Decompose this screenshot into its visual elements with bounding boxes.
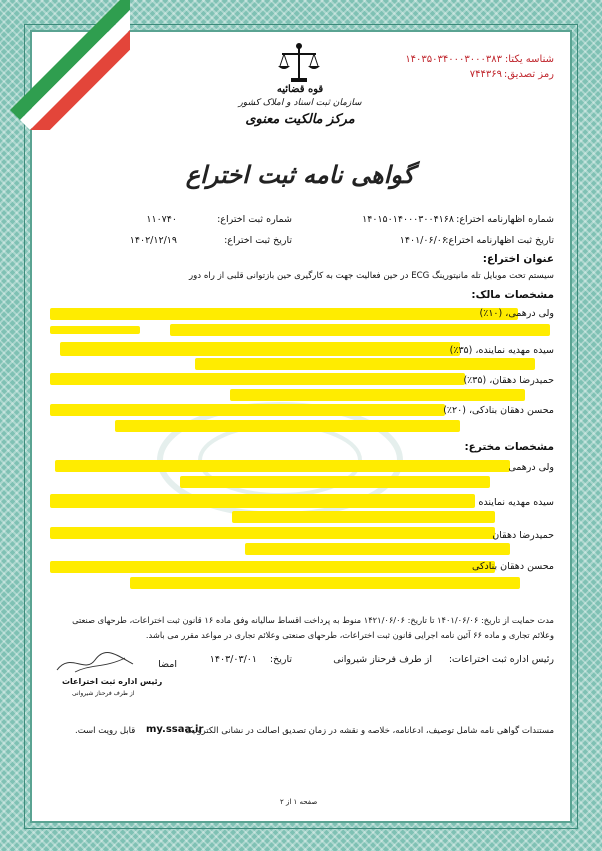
footer-note-1: مستندات گواهی نامه شامل توصیف، ادعانامه، خلاصه و نقشه در زمان تصدیق اصالت در نشانی الکترونیک	[184, 726, 554, 736]
footer-note-2: قابل رویت است.	[75, 726, 136, 736]
sign-date: ۱۴۰۳/۰۳/۰۱	[209, 654, 257, 665]
org-ip-center: مرکز مالکیت معنوی	[245, 112, 355, 127]
verify-code-label: رمز تصدیق:	[503, 69, 554, 80]
inventor-item: حمیدرضا دهقان	[492, 530, 554, 541]
owner-item: سیده مهدیه نماینده، (۳۵٪)	[449, 345, 554, 356]
owner-item: حمیدرضا دهقان، (۳۵٪)	[463, 375, 554, 386]
owner-item: محسن دهقان بنادکی، (۲۰٪)	[443, 405, 554, 416]
declaration-number: ۱۴۰۱۵۰۱۴۰۰۰۳۰۰۴۱۶۸	[362, 214, 454, 225]
head-name: از طرف فرحناز شیروانی	[333, 654, 432, 665]
owners-label: مشخصات مالک:	[471, 289, 554, 301]
registration-date: ۱۴۰۲/۱۲/۱۹	[129, 235, 177, 246]
inventors-label: مشخصات مخترع:	[464, 441, 554, 453]
judiciary-emblem	[274, 42, 324, 84]
registration-number-label: شماره ثبت اختراع:	[217, 214, 292, 225]
inventor-item: ولی درهمی	[508, 462, 554, 473]
invention-title-label: عنوان اختراع:	[482, 253, 554, 265]
stamp-title: رئیس اداره ثبت اختراعات	[62, 677, 163, 686]
iran-flag-ribbon	[0, 0, 130, 130]
org-judiciary: قوه قضائیه	[276, 84, 324, 95]
certificate-title: گواهی نامه ثبت اختراع	[185, 160, 415, 189]
national-id-value: ۱۴۰۳۵۰۳۴۰۰۰۳۰۰۰۳۸۳	[405, 54, 502, 65]
declaration-number-label: شماره اظهارنامه اختراع:	[456, 214, 554, 225]
head-label: رئیس اداره ثبت اختراعات:	[448, 654, 554, 665]
protection-line-2: وعلائم تجاری و ماده ۶۶ آئین نامه اجرایی قانون ثبت اختراعات، طرحهای صنعتی وعلائم تجاری در مواعد مقرر می باشد.	[145, 630, 554, 640]
sign-date-label: تاریخ:	[269, 654, 292, 665]
invention-title: سیستم تحت موبایل تله مانیتورینگ ECG در حین فعالیت جهت به کارگیری حین بازتوانی قلبی از راه دور	[188, 271, 554, 281]
registration-number: ۱۱۰۷۴۰	[146, 214, 177, 225]
sign-label: امضا	[158, 659, 177, 670]
declaration-date-label: تاریخ ثبت اظهارنامه اختراع:	[445, 235, 554, 246]
national-id-label: شناسه یکتا:	[504, 54, 554, 65]
org-registry: سازمان ثبت اسناد و املاک کشور	[238, 98, 362, 108]
handwritten-signature	[55, 650, 135, 676]
owner-item: ولی درهمی، (۱۰٪)	[479, 308, 554, 319]
verify-code-value: ۷۴۴۳۶۹	[469, 69, 502, 80]
stamp-subtitle: از طرف فرحناز شیروانی	[72, 690, 135, 697]
page-number: صفحه ۱ از ۲	[280, 798, 318, 806]
inventor-item: محسن دهقان بنادکی	[472, 561, 554, 572]
protection-line-1: مدت حمایت از تاریخ: ۱۴۰۱/۰۶/۰۶ تا تاریخ: ۱۴۲۱/۰۶/۰۶ منوط به پرداخت اقساط سالیانه وفق ماده ۱۶ قانون ثبت اختراعات، طرحهای صنعتی	[72, 615, 554, 625]
inventor-item: سیده مهدیه نماینده	[478, 497, 554, 508]
verification-site-link[interactable]: my.ssaa.ir	[146, 724, 204, 735]
declaration-date: ۱۴۰۱/۰۶/۰۶	[399, 235, 447, 246]
registration-date-label: تاریخ ثبت اختراع:	[224, 235, 292, 246]
